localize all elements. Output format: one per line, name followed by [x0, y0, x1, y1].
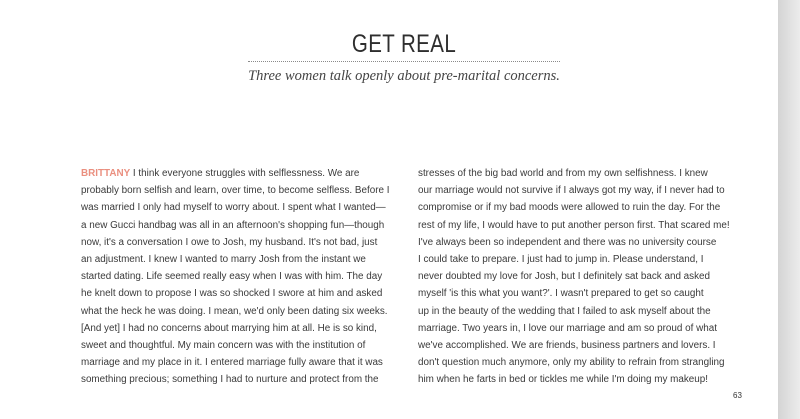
text-line: stresses of the big bad world and from my own selfishness. I knew: [418, 168, 708, 179]
text-line: I've always been so independent and there was no university course: [418, 236, 717, 248]
text-line: up in the beauty of the wedding that I failed to ask myself about the: [418, 305, 711, 317]
text-line: I could take to prepare. I just had to jump in. Please understand, I: [418, 254, 704, 266]
page-number: 63: [733, 391, 742, 400]
page-edge-shadow: [778, 0, 800, 419]
speaker-name: BRITTANY: [81, 168, 131, 179]
text-line: our marriage would not survive if I always got my way, if I never had to: [418, 185, 725, 197]
text-line: now, it's a conversation I owe to Josh, my husband. It's not bad, just: [81, 236, 378, 248]
article-title: GET REAL: [351, 30, 457, 58]
text-line: was married I only had myself to worry about. I spent what I wanted—: [81, 202, 386, 214]
text-line: what the heck he was doing. I mean, we'd only been dating six weeks.: [81, 305, 388, 317]
text-line: started dating. Life seemed really easy when I was with him. The day: [81, 271, 383, 283]
text-line: myself 'is this what you want?'. I wasn't prepared to get so caught: [418, 288, 704, 300]
text-line: him when he farts in bed or tickles me while I'm doing my makeup!: [418, 374, 709, 386]
text-line: never doubted my love for Josh, but I definitely sat back and asked: [418, 271, 711, 283]
text-line: don't question much anymore, only my ability to refrain from strangling: [418, 357, 725, 369]
title-divider: [248, 61, 560, 62]
right-column: [418, 165, 733, 389]
text-line: rest of my life, I would have to put another person first. That scared me!: [418, 219, 730, 231]
text-line: sweet and thoughtful. My main concern was with the institution of: [81, 340, 366, 352]
text-line: probably born selfish and learn, over time, to become selfless. Before I: [81, 185, 390, 197]
text-line: something precious; something I had to nurture and protect from the: [81, 374, 379, 386]
text-line: [And yet] I had no concerns about marrying him at all. He is so kind,: [81, 322, 377, 334]
text-line: compromise or if my bad moods were allowed to ruin the day. For the: [418, 202, 721, 214]
text-line: an adjustment. I knew I wanted to marry Josh from the instant we: [81, 254, 366, 266]
text-line: marriage and my place in it. I entered marriage fully aware that it was: [81, 357, 383, 369]
text-line: marriage. Two years in, I love our marriage and am so proud of what: [418, 322, 717, 334]
text-line: a new Gucci handbag was all in an afternoon's shopping fun—though: [81, 219, 385, 231]
left-column: [81, 165, 391, 389]
text-line: [81, 165, 391, 182]
text-line: we've accomplished. We are friends, business partners and lovers. I: [418, 340, 716, 352]
text-line: he knelt down to propose I was so shocked I swore at him and asked: [81, 288, 383, 300]
article-subtitle: Three women talk openly about pre-marital concerns.: [248, 68, 560, 84]
line-text: I think everyone struggles with selflessness. We are: [130, 168, 360, 179]
